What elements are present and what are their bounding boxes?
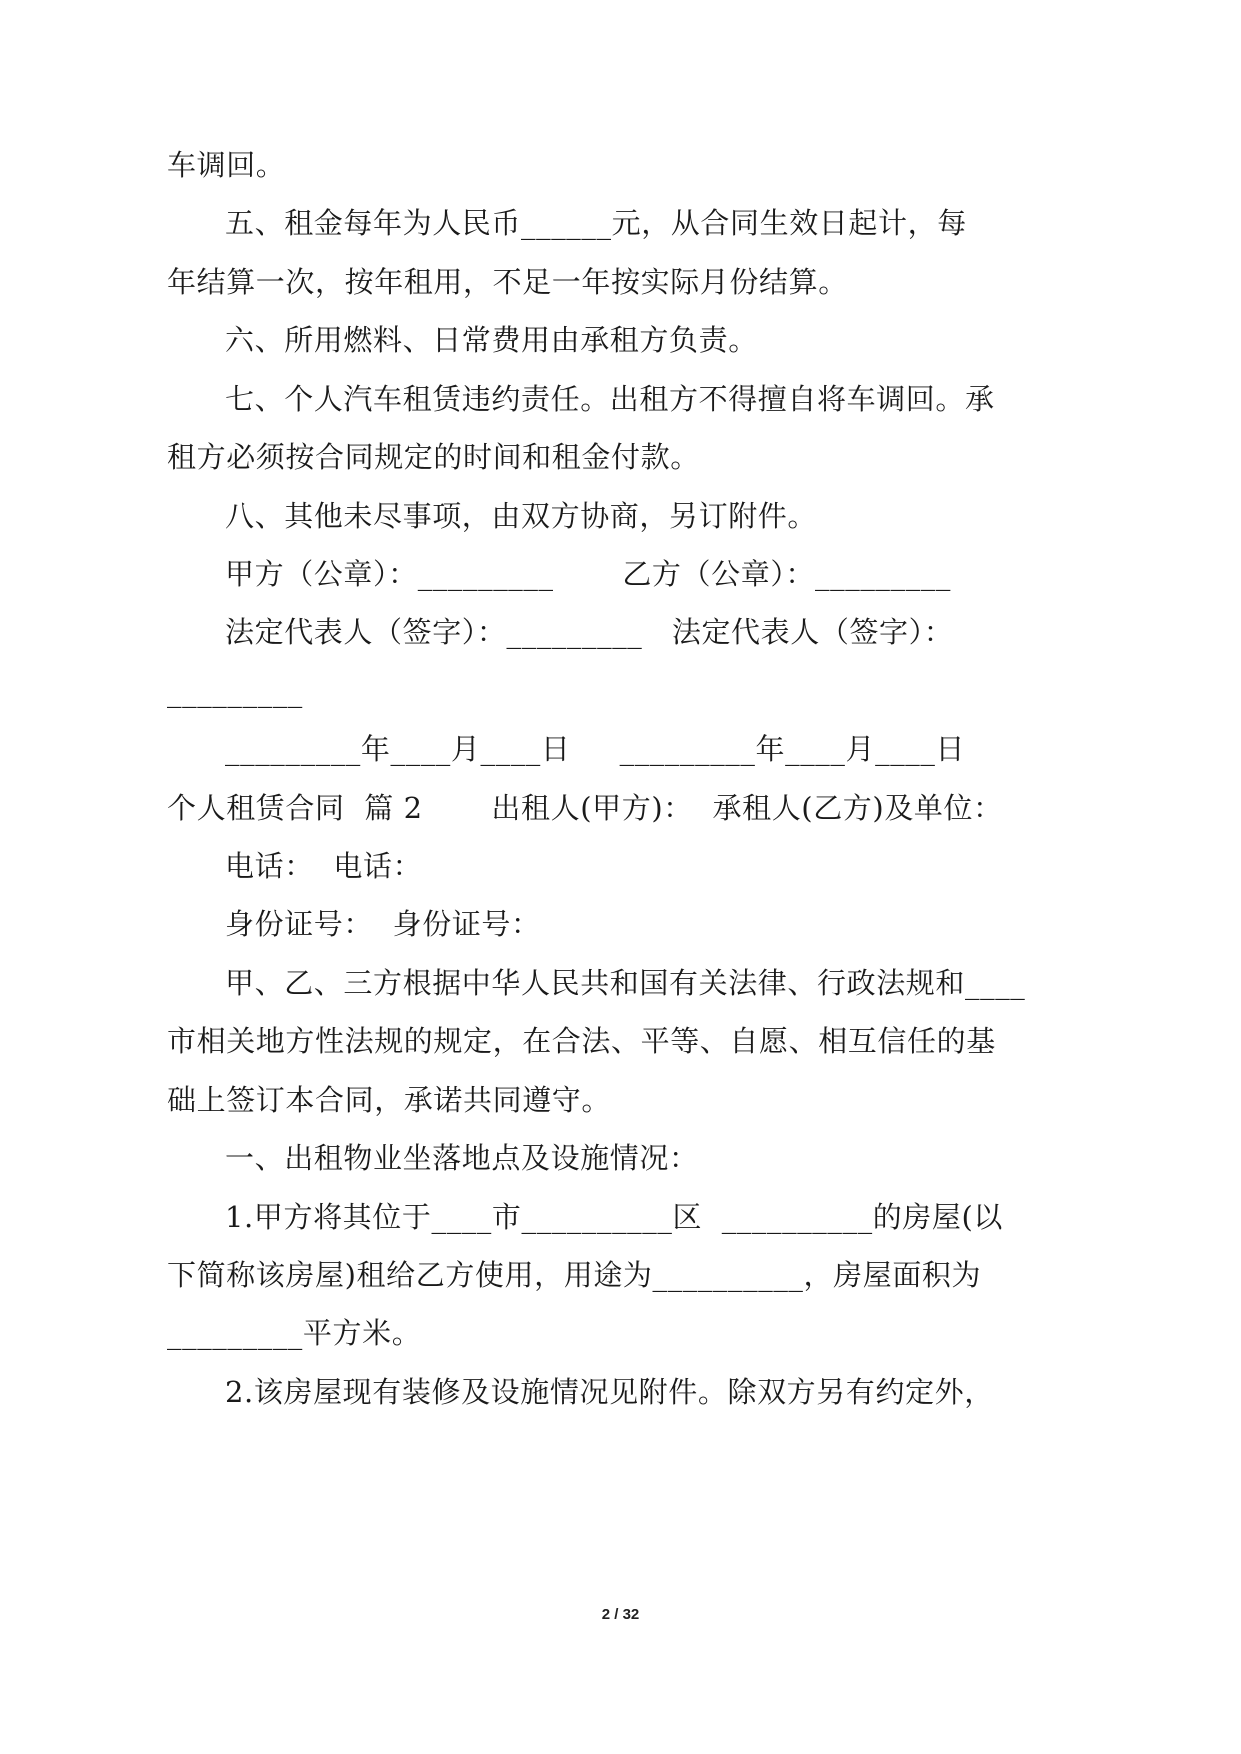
text-line: _________年____月____日 _________年____月____日 [225, 732, 966, 766]
text-line: 身份证号： 身份证号： [225, 907, 541, 941]
text-line: 甲方（公章）：_________ 乙方（公章）：_________ [225, 557, 951, 591]
text-line: 2.该房屋现有装修及设施情况见附件。除双方另有约定外， [225, 1375, 994, 1409]
page-number: 2 / 32 [601, 1606, 640, 1623]
text-line: 甲、乙、三方根据中华人民共和国有关法律、行政法规和____ [225, 966, 1026, 1000]
text-line: 一、出租物业坐落地点及设施情况： [225, 1141, 699, 1175]
text-line: 租方必须按合同规定的时间和租金付款。 [167, 440, 700, 474]
text-line: 六、所用燃料、日常费用由承租方负责。 [225, 323, 758, 357]
text-line: _________ [167, 674, 303, 708]
text-line: 个人租赁合同 篇 2 出租人(甲方)： 承租人(乙方)及单位： [167, 791, 1003, 825]
text-line: 年结算一次，按年租用，不足一年按实际月份结算。 [167, 265, 848, 299]
text-line: 市相关地方性法规的规定，在合法、平等、自愿、相互信任的基 [167, 1024, 996, 1058]
text-line: 电话： 电话： [225, 849, 423, 883]
text-line: 七、个人汽车租赁违约责任。出租方不得擅自将车调回。承 [225, 382, 995, 416]
text-line: 五、租金每年为人民币______元，从合同生效日起计，每 [225, 206, 967, 240]
text-line: 八、其他未尽事项，由双方协商，另订附件。 [225, 499, 818, 533]
text-line: 车调回。 [167, 148, 286, 182]
text-line: 下简称该房屋)租给乙方使用，用途为__________，房屋面积为 [167, 1258, 982, 1292]
text-line: 1.甲方将其位于____市__________区 __________的房屋(以 [225, 1200, 1004, 1234]
text-line: 法定代表人（签字）：_________ 法定代表人（签字）： [225, 615, 954, 649]
text-line: _________平方米。 [167, 1316, 422, 1350]
text-line: 础上签订本合同，承诺共同遵守。 [167, 1083, 612, 1117]
